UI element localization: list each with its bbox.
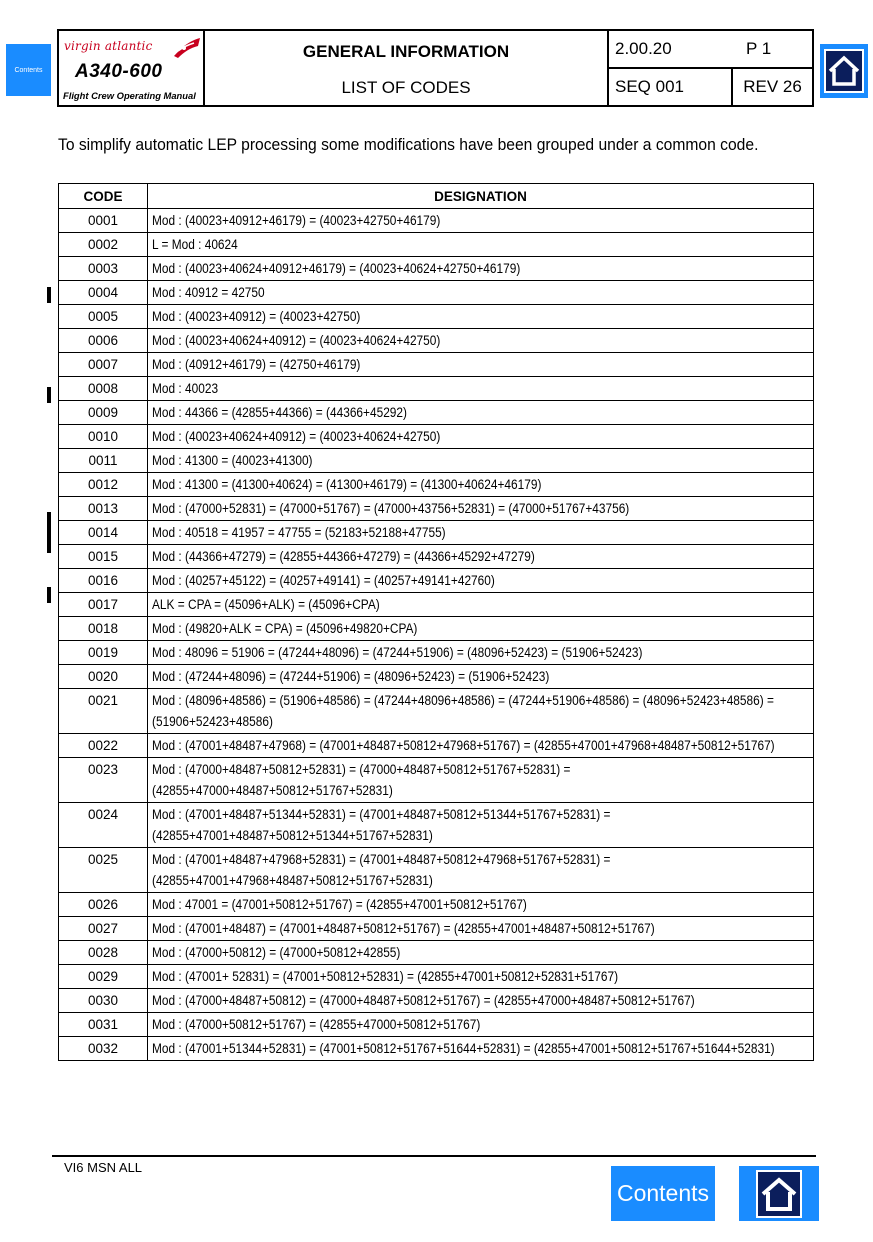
designation-text: Mod : (40023+40624+40912+46179) = (40023+40624+42750+46179) <box>152 261 521 276</box>
code-cell: 0014 <box>59 521 148 545</box>
designation-cell <box>148 473 814 497</box>
code-cell: 0020 <box>59 665 148 689</box>
table-row <box>59 989 814 1013</box>
code-cell: 0002 <box>59 233 148 257</box>
designation-cell <box>148 281 814 305</box>
intro-text: To simplify automatic LEP processing some modifications have been grouped under a common code. <box>58 135 759 154</box>
code-cell: 0031 <box>59 1013 148 1037</box>
designation-cell <box>148 893 814 917</box>
code-cell: 0005 <box>59 305 148 329</box>
table-row <box>59 425 814 449</box>
code-cell: 0008 <box>59 377 148 401</box>
page-header <box>57 29 814 107</box>
home-icon <box>824 49 864 93</box>
designation-text: Mod : (40023+40624+40912) = (40023+40624+42750) <box>152 429 441 444</box>
table-row <box>59 617 814 641</box>
designation-cell <box>148 758 814 803</box>
change-bar <box>47 387 51 403</box>
column-header-code: CODE <box>59 184 148 209</box>
designation-cell <box>148 497 814 521</box>
home-button-bottom[interactable] <box>739 1166 819 1221</box>
code-cell: 0019 <box>59 641 148 665</box>
table-row <box>59 593 814 617</box>
code-cell: 0016 <box>59 569 148 593</box>
table-row <box>59 665 814 689</box>
designation-cell <box>148 353 814 377</box>
designation-text: Mod : 47001 = (47001+50812+51767) = (42855+47001+50812+51767) <box>152 897 527 912</box>
designation-text: Mod : 41300 = (41300+40624) = (41300+46179) = (41300+40624+46179) <box>152 477 542 492</box>
designation-cell <box>148 449 814 473</box>
designation-text: Mod : (40257+45122) = (40257+49141) = (40257+49141+42760) <box>152 573 495 588</box>
code-cell: 0003 <box>59 257 148 281</box>
designation-cell <box>148 917 814 941</box>
designation-text: Mod : 40518 = 41957 = 47755 = (52183+52188+47755) <box>152 525 446 540</box>
designation-text: ALK = CPA = (45096+ALK) = (45096+CPA) <box>152 597 380 612</box>
table-row <box>59 209 814 233</box>
virgin-flag-logo-icon <box>172 36 202 60</box>
meta-block <box>608 30 813 106</box>
home-button-top[interactable] <box>820 44 868 98</box>
designation-text: Mod : (47000+50812+51767) = (42855+47000+50812+51767) <box>152 1017 481 1032</box>
designation-cell <box>148 593 814 617</box>
column-header-designation: DESIGNATION <box>148 184 814 209</box>
aircraft-model: A340-600 <box>75 61 163 82</box>
codes-table <box>58 183 814 1061</box>
code-cell: 0007 <box>59 353 148 377</box>
change-bar <box>47 287 51 303</box>
designation-text: Mod : (44366+47279) = (42855+44366+47279) = (44366+45292+47279) <box>152 549 535 564</box>
table-row <box>59 1037 814 1061</box>
code-cell: 0027 <box>59 917 148 941</box>
code-cell: 0013 <box>59 497 148 521</box>
table-row <box>59 848 814 893</box>
table-row <box>59 965 814 989</box>
table-row <box>59 734 814 758</box>
designation-text: Mod : 48096 = 51906 = (47244+48096) = (47244+51906) = (48096+52423) = (51906+52423) <box>152 645 643 660</box>
designation-cell <box>148 665 814 689</box>
table-row <box>59 449 814 473</box>
designation-cell <box>148 569 814 593</box>
code-cell: 0026 <box>59 893 148 917</box>
code-cell: 0024 <box>59 803 148 848</box>
table-row <box>59 941 814 965</box>
designation-cell <box>148 941 814 965</box>
designation-cell <box>148 617 814 641</box>
code-cell: 0032 <box>59 1037 148 1061</box>
designation-cell <box>148 734 814 758</box>
logo-block <box>58 30 204 106</box>
designation-cell <box>148 209 814 233</box>
designation-text: Mod : (47001+ 52831) = (47001+50812+52831) = (42855+47001+50812+52831+51767) <box>152 969 619 984</box>
code-cell: 0009 <box>59 401 148 425</box>
manual-name: Flight Crew Operating Manual <box>63 90 196 101</box>
designation-text: Mod : (47000+50812) = (47000+50812+42855) <box>152 945 401 960</box>
change-bar <box>47 587 51 603</box>
table-row <box>59 569 814 593</box>
designation-cell <box>148 425 814 449</box>
designation-text: Mod : (47001+48487) = (47001+48487+50812+51767) = (42855+47001+48487+50812+51767) <box>152 921 655 936</box>
revision-number: REV 26 <box>732 68 812 105</box>
section-number: 2.00.20 <box>609 31 732 68</box>
table-row <box>59 401 814 425</box>
designation-text: Mod : (47001+51344+52831) = (47001+50812+51767+51644+52831) = (42855+47001+50812+51767+51644+52831) <box>152 1041 775 1056</box>
table-row <box>59 689 814 734</box>
table-row <box>59 257 814 281</box>
table-row <box>59 758 814 803</box>
designation-cell <box>148 1037 814 1061</box>
designation-cell <box>148 803 814 848</box>
designation-cell <box>148 689 814 734</box>
designation-text: Mod : (49820+ALK = CPA) = (45096+49820+CPA) <box>152 621 418 636</box>
designation-cell <box>148 545 814 569</box>
table-row <box>59 305 814 329</box>
contents-button-top[interactable]: Contents <box>6 44 51 96</box>
designation-text: Mod : (47001+48487+51344+52831) = (47001+48487+50812+51344+51767+52831) = (42855+47001+48487+50812+51344+51767+52831) <box>152 807 611 843</box>
code-cell: 0023 <box>59 758 148 803</box>
designation-text: Mod : (47001+48487+47968) = (47001+48487+50812+47968+51767) = (42855+47001+47968+48487+50812+51767) <box>152 738 775 753</box>
designation-cell <box>148 965 814 989</box>
table-row <box>59 281 814 305</box>
designation-text: L = Mod : 40624 <box>152 237 238 252</box>
designation-text: Mod : (40912+46179) = (42750+46179) <box>152 357 361 372</box>
designation-text: Mod : (47000+48487+50812+52831) = (47000+48487+50812+51767+52831) = (42855+47000+48487+50812+51767+52831) <box>152 762 571 798</box>
table-row <box>59 1013 814 1037</box>
designation-cell <box>148 989 814 1013</box>
table-row <box>59 641 814 665</box>
table-row <box>59 377 814 401</box>
designation-text: Mod : (40023+40912) = (40023+42750) <box>152 309 361 324</box>
code-cell: 0006 <box>59 329 148 353</box>
code-cell: 0001 <box>59 209 148 233</box>
designation-text: Mod : (40023+40912+46179) = (40023+42750+46179) <box>152 213 441 228</box>
table-row <box>59 473 814 497</box>
code-cell: 0011 <box>59 449 148 473</box>
code-cell: 0015 <box>59 545 148 569</box>
page-subtitle: LIST OF CODES <box>341 78 471 97</box>
code-cell: 0010 <box>59 425 148 449</box>
designation-text: Mod : 44366 = (42855+44366) = (44366+45292) <box>152 405 407 420</box>
designation-cell <box>148 641 814 665</box>
code-cell: 0017 <box>59 593 148 617</box>
code-cell: 0028 <box>59 941 148 965</box>
designation-text: Mod : (47001+48487+47968+52831) = (47001+48487+50812+47968+51767+52831) = (42855+47001+47968+48487+50812+51767+52831) <box>152 852 611 888</box>
designation-cell <box>148 1013 814 1037</box>
designation-cell <box>148 848 814 893</box>
contents-button-bottom[interactable]: Contents <box>611 1166 715 1221</box>
code-cell: 0004 <box>59 281 148 305</box>
designation-cell <box>148 377 814 401</box>
table-row <box>59 917 814 941</box>
designation-text: Mod : (40023+40624+40912) = (40023+40624+42750) <box>152 333 441 348</box>
designation-text: Mod : (48096+48586) = (51906+48586) = (47244+48096+48586) = (47244+51906+48586) = (48096+52423+48586) = (51906+52423+48586) <box>152 693 774 729</box>
home-icon <box>756 1170 802 1218</box>
designation-text: Mod : (47244+48096) = (47244+51906) = (48096+52423) = (51906+52423) <box>152 669 550 684</box>
designation-text: Mod : 40023 <box>152 381 219 396</box>
table-row <box>59 893 814 917</box>
page-title: GENERAL INFORMATION <box>302 42 510 61</box>
code-cell: 0029 <box>59 965 148 989</box>
table-row <box>59 233 814 257</box>
code-cell: 0021 <box>59 689 148 734</box>
table-row <box>59 521 814 545</box>
table-row <box>59 329 814 353</box>
designation-cell <box>148 329 814 353</box>
table-row <box>59 497 814 521</box>
code-cell: 0018 <box>59 617 148 641</box>
footer-rule <box>52 1155 816 1157</box>
table-row <box>59 545 814 569</box>
designation-cell <box>148 521 814 545</box>
code-cell: 0022 <box>59 734 148 758</box>
designation-text: Mod : 40912 = 42750 <box>152 285 265 300</box>
designation-cell <box>148 257 814 281</box>
table-row <box>59 803 814 848</box>
logo-brand: virgin atlantic <box>64 39 153 53</box>
designation-text: Mod : (47000+52831) = (47000+51767) = (47000+43756+52831) = (47000+51767+43756) <box>152 501 630 516</box>
sequence-number: SEQ 001 <box>615 77 684 96</box>
code-cell: 0012 <box>59 473 148 497</box>
table-row <box>59 353 814 377</box>
designation-text: Mod : (47000+48487+50812) = (47000+48487+50812+51767) = (42855+47000+48487+50812+51767) <box>152 993 695 1008</box>
designation-text: Mod : 41300 = (40023+41300) <box>152 453 313 468</box>
designation-cell <box>148 233 814 257</box>
code-cell: 0025 <box>59 848 148 893</box>
page-number: P 1 <box>732 31 812 68</box>
designation-cell <box>148 305 814 329</box>
footer-msn: VI6 MSN ALL <box>64 1160 143 1175</box>
table-header-row <box>59 184 814 209</box>
change-bar <box>47 512 51 553</box>
title-block <box>204 30 608 106</box>
code-cell: 0030 <box>59 989 148 1013</box>
designation-cell <box>148 401 814 425</box>
